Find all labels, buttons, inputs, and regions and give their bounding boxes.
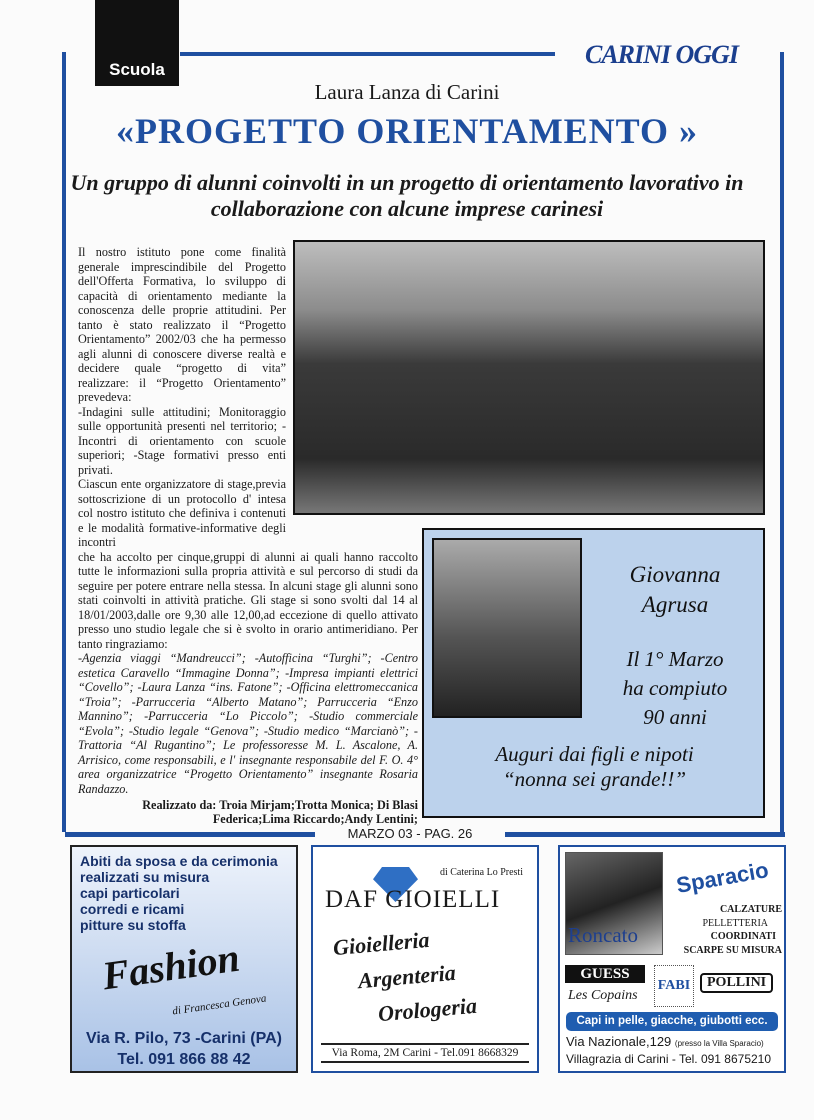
city-phone: Villagrazia di Carini - Tel. 091 8675210 (566, 1052, 772, 1066)
article-title: «PROGETTO ORIENTAMENTO » (115, 111, 699, 151)
owner: di Caterina Lo Presti (439, 867, 523, 878)
paragraph: -Indagini sulle attitudini; Monitoraggio sulle opportunità presenti nel territorio; -Incontri di orientamento con scuole superiori; -Stage formativi presso enti privati. (78, 404, 286, 477)
ad-line: corredi e ricami (80, 901, 185, 917)
thanks-list: -Agenzia viaggi “Mandreucci”; -Autofficina “Turghi”; -Centro estetica Caravello “Immagine Donna”; -Impresa impianti elettrici “Covello”; -Laura Lanza “ins. Fatone”; -Officina elettromeccanica “Troia”; -Parrucceria “Alberto Matano”; Parrucceria “Enzo Mannino”; -Parrucceria “Lo Piccolo”; -Studio commerciale “Evola”; -Studio legale “Genova”; -Studio medico “Marcianò”; -Trattoria “Al Rugantino”; Le professoresse M. L. Ascalone, A. Arrisico, come responsabili, e l' insegnante responsabile del F. O. 4° area organizzatrice “Progetto Orientamento” insegnante Rosaria Randazzo. (78, 651, 418, 796)
text-line: Il 1° Marzo (626, 647, 724, 671)
paragraph: Il nostro istituto pone come finalità generale imprescindibile del Progetto dell'Offerta Formativa, lo sviluppo di capacità di orientamento mediante la conoscenza delle proprie attitudini. Per tanto è stato realizzato il “Progetto Orientamento” 2002/03 che ha permesso agli alunni di conoscere diverse realtà e decidere quale “progetto di vita” realizzare: il “Progetto Orientamento” prevedeva: (78, 245, 286, 404)
first-name: Giovanna (629, 562, 721, 587)
photo-spacer (286, 245, 418, 532)
text-line: ha compiuto (622, 676, 728, 700)
article-subtitle: Un gruppo di alunni coinvolti in un progetto di orientamento lavorativo in collaborazione con alcune imprese carinesi (70, 170, 744, 221)
owner: di Francesca Genova (171, 992, 268, 1018)
ad-line: COORDINATI (710, 931, 776, 942)
ad-line: Orologeria (377, 992, 478, 1027)
credits-line: Federica;Lima Riccardo;Andy Lentini; (212, 812, 418, 826)
ad-line: capi particolari (80, 885, 180, 901)
ad-line: Gioielleria (332, 926, 431, 961)
paragraph: Ciascun ente organizzatore di stage,previa sottoscrizione di un protocollo d' intesa col nostro istituto che definiva i contenuti e le modalità formative-informative degli incontri (78, 477, 286, 549)
birthday-name (590, 560, 760, 620)
ad-line: Abiti da sposa e da cerimonia (80, 853, 278, 869)
text-line: Auguri dai figli e nipoti (495, 742, 694, 766)
luggage-photo (565, 852, 663, 955)
top-rule (180, 52, 555, 56)
last-name: Agrusa (641, 592, 709, 617)
page-number: MARZO 03 - PAG. 26 (347, 826, 473, 841)
ad-line: Argenteria (357, 959, 457, 994)
ad-line: CALZATURE (719, 904, 782, 915)
banner: Capi in pelle, giacche, giubotti ecc. (566, 1012, 778, 1031)
birthday-wish (432, 742, 757, 792)
phone: Tel. 091 866 88 42 (117, 1051, 251, 1068)
footer-rule (65, 832, 315, 837)
article-body (78, 245, 418, 826)
article-author: Laura Lanza di Carini (314, 80, 500, 104)
les-copains-logo: Les Copains (568, 988, 638, 1003)
ad-fashion (70, 845, 298, 1073)
roncato-logo: Roncato (568, 923, 638, 947)
section-label: Scuola (95, 0, 179, 86)
guess-logo: GUESS (565, 965, 645, 983)
ad-line: pitture su stoffa (80, 917, 186, 933)
portrait-photo (432, 538, 582, 718)
paragraph: che ha accolto per cinque,gruppi di alunni ai quali hanno raccolto tutte le informazioni sulla propria attività e sul percorso di studi da seguire per potere entrare nella stessa. In alcuni stage gli alunni sono stati coinvolti in attività pratiche. Gli stage si sono svolti dal 14 al 18/01/2003,dalle ore 9,30 alle 12,00,ad eccezione di quello attivato presso uno studio legale che si è svolto in orario antimeridiano. Per tanto ringraziamo: (78, 549, 418, 651)
credits-line: Realizzato da: Troia Mirjam;Trotta Monica; Di Blasi (142, 798, 418, 812)
text-line: 90 anni (643, 705, 707, 729)
article-credits (78, 798, 418, 826)
brand-logo: Sparacio (674, 857, 771, 898)
address: Via Nazionale,129 (566, 1034, 672, 1049)
text-line: “nonna sei grande!!” (502, 767, 687, 791)
address: Via Roma, 2M Carini - Tel.091 8668329 (321, 1043, 529, 1063)
ad-line: SCARPE SU MISURA (683, 944, 782, 956)
masthead-logo: CARINI OGGI (585, 40, 738, 69)
address: Via R. Pilo, 73 -Carini (PA) (86, 1030, 282, 1047)
footer-rule (505, 832, 785, 837)
address-note: (presso la Villa Sparacio) (674, 1039, 764, 1048)
brand-logo: Fashion (99, 934, 243, 999)
fabi-logo: FABI (654, 965, 694, 1007)
birthday-text (590, 645, 760, 732)
ad-line: PELLETTERIA (702, 917, 768, 929)
pollini-logo: POLLINI (700, 973, 773, 993)
ad-line: realizzati su misura (80, 869, 210, 885)
ad-daf-gioielli (311, 845, 539, 1073)
brand-logo: DAF GIOIELLI (325, 886, 501, 913)
ad-sparacio (558, 845, 786, 1073)
